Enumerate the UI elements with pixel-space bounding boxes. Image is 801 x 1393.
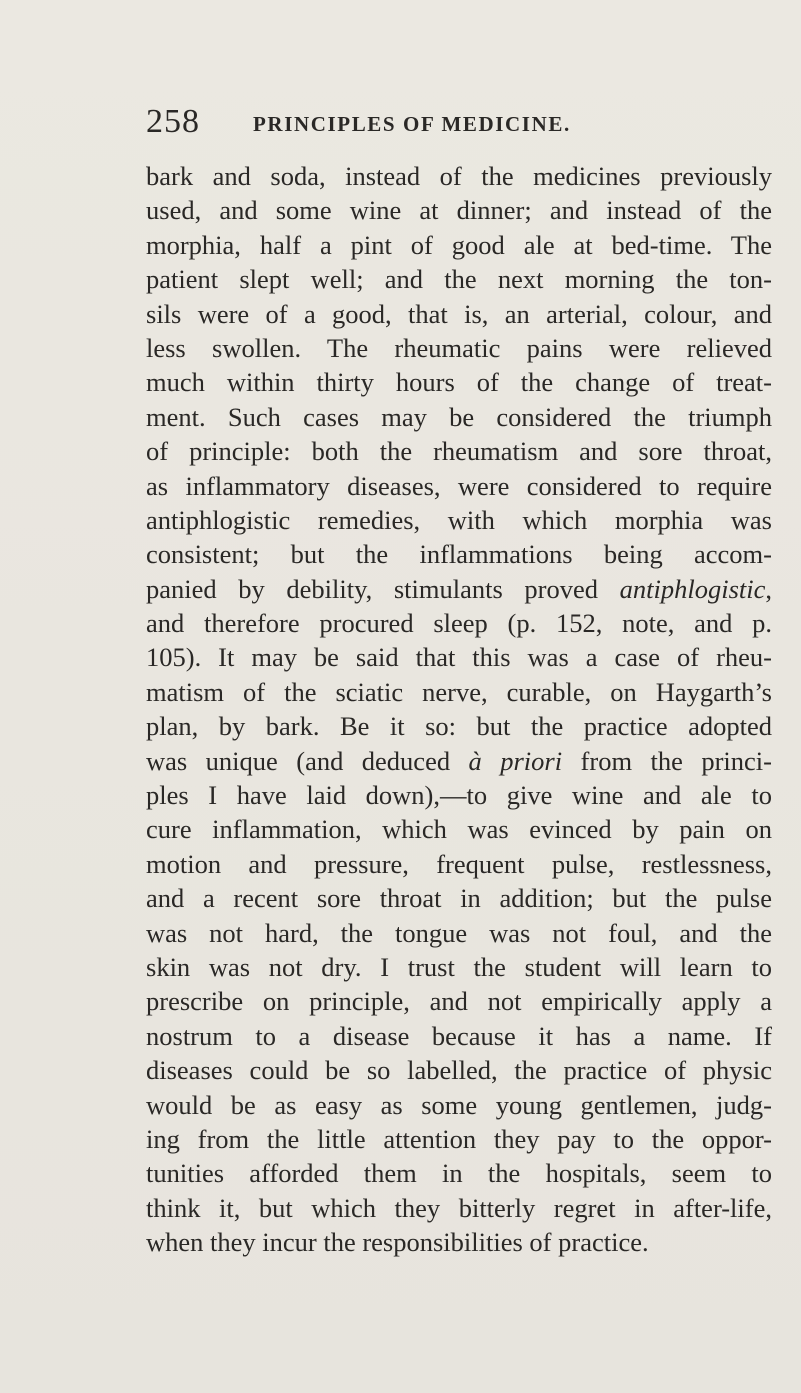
text-line	[146, 537, 772, 571]
text-segment: morphia, half a pint of good ale at bed-time. The	[146, 229, 772, 260]
text-segment: antiphlogistic remedies, with which morphia was	[146, 504, 772, 535]
text-segment: when they incur the responsibilities of practice.	[146, 1227, 649, 1258]
text-segment: much within thirty hours of the change of treat-	[146, 367, 772, 398]
italic-text: à priori	[468, 745, 563, 776]
text-segment: panied by debility, stimulants proved	[146, 573, 620, 604]
text-segment: nostrum to a disease because it has a name. If	[146, 1020, 772, 1051]
text-segment: think it, but which they bitterly regret in after-life,	[146, 1192, 772, 1223]
text-line	[146, 262, 772, 296]
text-line	[146, 331, 772, 365]
text-segment: sils were of a good, that is, an arterial, colour, and	[146, 298, 772, 329]
text-segment: plan, by bark. Be it so: but the practice adopted	[146, 711, 772, 742]
text-line	[146, 1191, 772, 1225]
text-line	[146, 984, 772, 1018]
text-line	[146, 640, 772, 674]
text-segment: patient slept well; and the next morning the ton-	[146, 264, 772, 295]
page-header	[0, 102, 801, 142]
text-segment: used, and some wine at dinner; and instead of the	[146, 195, 772, 226]
text-line	[146, 950, 772, 984]
text-line	[146, 1053, 772, 1087]
text-segment: from the princi-	[562, 745, 772, 776]
page-number: 258	[146, 103, 200, 140]
text-line	[146, 469, 772, 503]
text-line	[146, 193, 772, 227]
text-segment: bark and soda, instead of the medicines previously	[146, 161, 772, 191]
text-segment: 105). It may be said that this was a case of rheu-	[146, 642, 772, 673]
text-segment: ing from the little attention they pay to the oppor-	[146, 1123, 772, 1154]
text-segment: and therefore procured sleep (p. 152, note, and p.	[146, 608, 772, 639]
text-segment: ,	[765, 573, 772, 604]
text-line	[146, 847, 772, 881]
text-segment: consistent; but the inflammations being accom-	[146, 539, 772, 570]
text-line	[146, 916, 772, 950]
text-line	[146, 159, 772, 193]
text-segment: ment. Such cases may be considered the triumph	[146, 401, 772, 432]
text-line	[146, 400, 772, 434]
body-text	[146, 159, 772, 1260]
text-line	[146, 1088, 772, 1122]
text-line	[146, 744, 772, 778]
text-line	[146, 778, 772, 812]
italic-text: antiphlogistic	[619, 573, 766, 604]
text-segment: less swollen. The rheumatic pains were relieved	[146, 332, 772, 363]
text-segment: ples I have laid down),—to give wine and ale to	[146, 780, 772, 811]
text-segment: skin was not dry. I trust the student will learn to	[146, 951, 772, 982]
text-line	[146, 228, 772, 262]
text-line	[146, 675, 772, 709]
text-line	[146, 503, 772, 537]
text-line	[146, 709, 772, 743]
text-segment: prescribe on principle, and not empirically apply a	[146, 986, 772, 1017]
text-line	[146, 812, 772, 846]
text-segment: as inflammatory diseases, were considered to require	[146, 470, 772, 501]
text-line	[146, 1122, 772, 1156]
text-line	[146, 434, 772, 468]
text-segment: was unique (and deduced	[146, 745, 469, 776]
text-segment: matism of the sciatic nerve, curable, on Haygarth’s	[146, 676, 772, 707]
text-line	[146, 1225, 772, 1259]
text-segment: diseases could be so labelled, the practice of physic	[146, 1055, 772, 1086]
text-segment: cure inflammation, which was evinced by pain on	[146, 814, 772, 845]
text-segment: and a recent sore throat in addition; but the pulse	[146, 883, 772, 914]
text-segment: was not hard, the tongue was not foul, and the	[146, 917, 772, 948]
text-segment: of principle: both the rheumatism and sore throat,	[146, 436, 772, 467]
text-segment: would be as easy as some young gentlemen, judg-	[146, 1089, 772, 1120]
text-line	[146, 1019, 772, 1053]
text-segment: motion and pressure, frequent pulse, restlessness,	[146, 848, 772, 879]
text-line	[146, 365, 772, 399]
text-line	[146, 1156, 772, 1190]
text-segment: tunities afforded them in the hospitals, seem to	[146, 1158, 772, 1189]
text-line	[146, 297, 772, 331]
running-head: PRINCIPLES OF MEDICINE.	[253, 112, 571, 136]
text-line	[146, 606, 772, 640]
text-line	[146, 881, 772, 915]
text-line	[146, 572, 772, 606]
